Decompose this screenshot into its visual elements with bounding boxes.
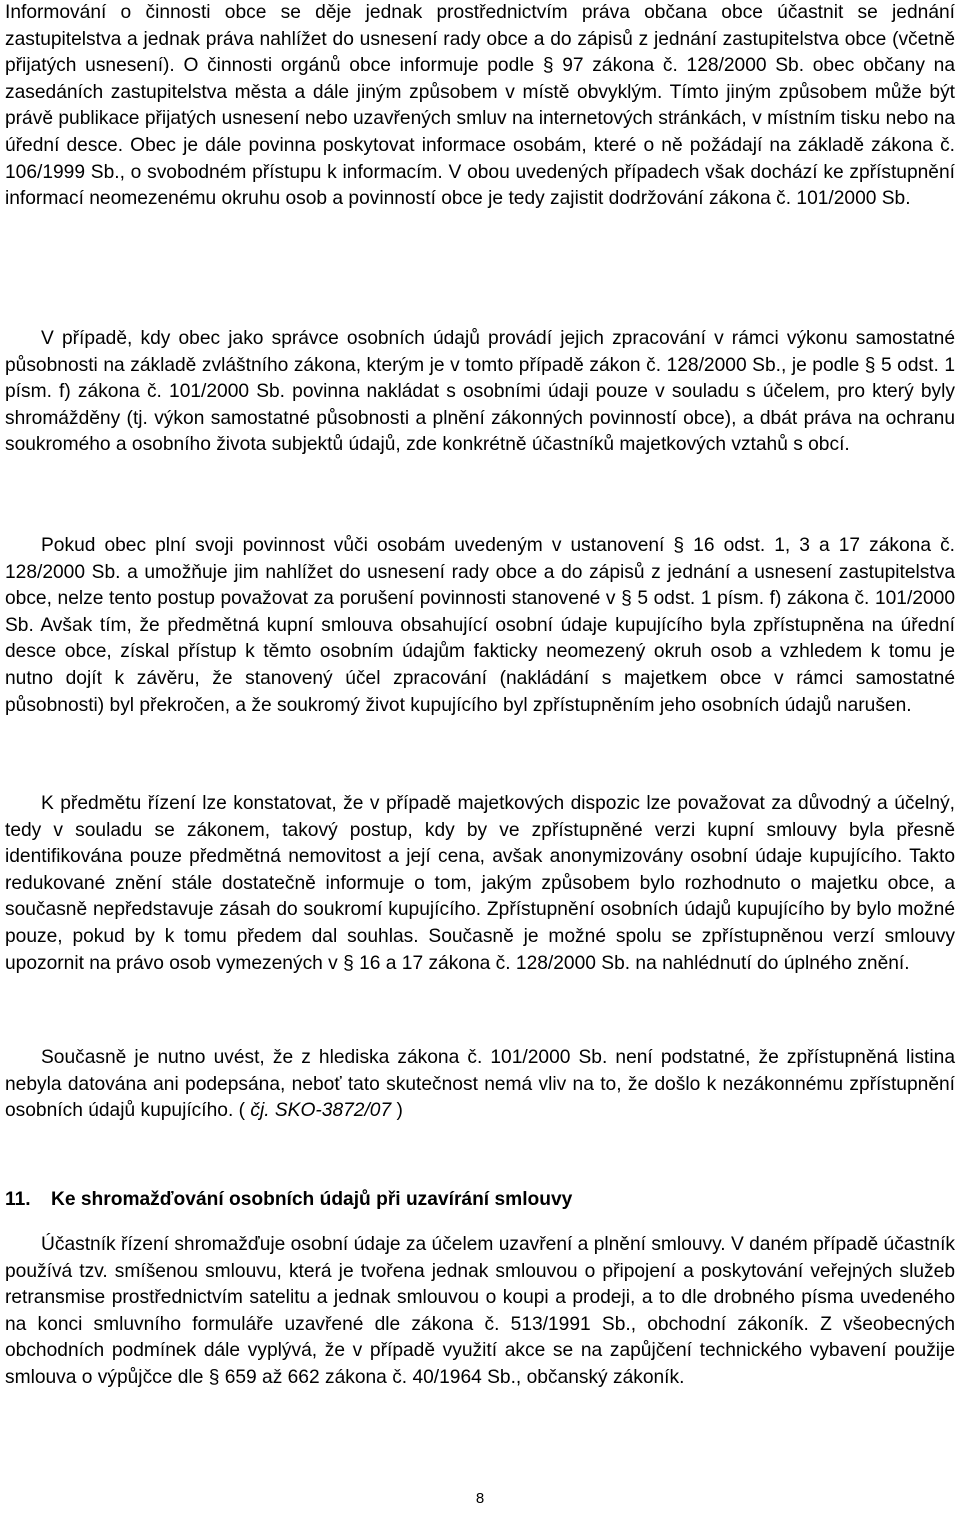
closing-parenthesis: ) (391, 1100, 403, 1122)
page-number: 8 (475, 1490, 485, 1507)
paragraph-text: Pokud obec plní svoji povinnost vůči osobám uvedeným v ustanovení § 16 odst. 1, 3 a 17 zákona č. 128/2000 Sb. a umožňuje jim nahlížet do usnesení rady obce a do zápisů z jednání a usnesení zastupitelstva obce, nelze tento postup považovat za porušení povinnosti stanovené v § 5 odst. 1 písm. f) zákona č. 101/2000 Sb. Avšak tím, že předmětná kupní smlouva obsahující osobní údaje kupujícího byla zpřístupněna na úřední desce obce, získal přístup k těmto osobním údajům fakticky neomezený okruh osob a vzhledem k tomu je nutno dojít k závěru, že stanovený účel zpracování (nakládání s majetkem obce v rámci samostatné působnosti) byl překročen, a že soukromý život kupujícího byl zpřístupněním jeho osobních údajů narušen. (5, 535, 955, 716)
paragraph-contract-data-collection (5, 1232, 955, 1392)
section-title: Ke shromažďování osobních údajů při uzavírání smlouvy (51, 1189, 573, 1210)
case-reference: čj. SKO-3872/07 (250, 1100, 392, 1122)
paragraph-text: Účastník řízení shromažďuje osobní údaje za účelem uzavření a plnění smlouvy. V daném případě účastník používá tzv. smíšenou smlouvu, která je tvořena jednak smlouvou o připojení a poskytování veřejných služeb retransmise prostřednictvím satelitu a jednak smlouvou o koupi a prodeji, a to dle drobného písma uvedeného na konci smluvního formuláře uzavřené dle zákona č. 513/1991 Sb., obchodní zákoník. Z všeobecných obchodních podmínek dále vyplývá, že v případě využití akce se na zapůjčení technického vybavení použije smlouva o výpůjčce dle § 659 až 662 zákona č. 40/1964 Sb., občanský zákoník. (5, 1234, 955, 1388)
paragraph-text: K předmětu řízení lze konstatovat, že v případě majetkových dispozic lze považovat za důvodný a účelný, tedy v souladu se zákonem, takový postup, kdy by ve zpřístupněné verzi kupní smlouvy byla přesně identifikována pouze předmětná nemovitost a její cena, avšak anonymizovány osobní údaje kupujícího. Takto redukované znění stále dostatečně informuje o tom, jakým způsobem bylo rozhodnuto o majetku obce, a současně nepředstavuje zásah do soukromí kupujícího. Zpřístupnění osobních údajů kupujícího by bylo možné pouze, pokud by k tomu předem dal souhlas. Současně je možné spolu se zpřístupněnou verzí smlouvy upozornit na právo osob vymezených v § 16 a 17 zákona č. 128/2000 Sb. na nahlédnutí do úplného znění. (5, 793, 955, 974)
paragraph-text: V případě, kdy obec jako správce osobních údajů provádí jejich zpracování v rámci výkonu samostatné působnosti na základě zvláštního zákona, kterým je v tomto případě zákon č. 128/2000 Sb., je podle § 5 odst. 1 písm. f) zákona č. 101/2000 Sb. povinna nakládat s osobními údaji pouze v souladu s účelem, pro který byly shromážděny (tj. výkon samostatné působnosti a plnění zákonných povinností obce), a dbát práva na ochranu soukromého a osobního života subjektů údajů, zde konkrétně účastníků majetkových vztahů s obcí. (5, 328, 955, 456)
paragraph-municipal-information: Informování o činnosti obce se děje jednak prostřednictvím práva občana obce účastnit se jednání zastupitelstva a jednak práva nahlížet do usnesení rady obce a do zápisů z jednání zastupitelstva obce (včetně přijatých usnesení). O činnosti orgánů obce informuje podle § 97 zákona č. 128/2000 Sb. obec občany na zasedáních zastupitelstva města a dále jiným způsobem v místě obvyklým. Tímto jiným způsobem může být právě publikace přijatých usnesení nebo uzavřených smluv na internetových stránkách, v místním tisku nebo na úřední desce. Obec je dále povinna poskytovat informace osobám, které o ně požádají na základě zákona č. 106/1999 Sb., o svobodném přístupu k informacím. V obou uvedených případech však dochází ke zpřístupnění informací neomezenému okruhu osob a povinností obce je tedy zajistit dodržování zákona č. 101/2000 Sb. (5, 2, 955, 210)
paragraph-personal-data-processing (5, 326, 955, 459)
paragraph-subject-of-proceedings (5, 791, 955, 977)
section-heading (5, 1187, 955, 1213)
paragraph-conclusion (5, 1045, 955, 1125)
section-number: 11. (5, 1189, 31, 1210)
paragraph-text: Současně je nutno uvést, že z hlediska zákona č. 101/2000 Sb. není podstatné, že zpřístupněná listina nebyla datována ani podepsána, neboť tato skutečnost nemá vliv na to, že došlo k nezákonnému zpřístupnění osobních údajů kupujícího. ( (5, 1047, 955, 1122)
paragraph-inspection-of-resolutions (5, 533, 955, 719)
